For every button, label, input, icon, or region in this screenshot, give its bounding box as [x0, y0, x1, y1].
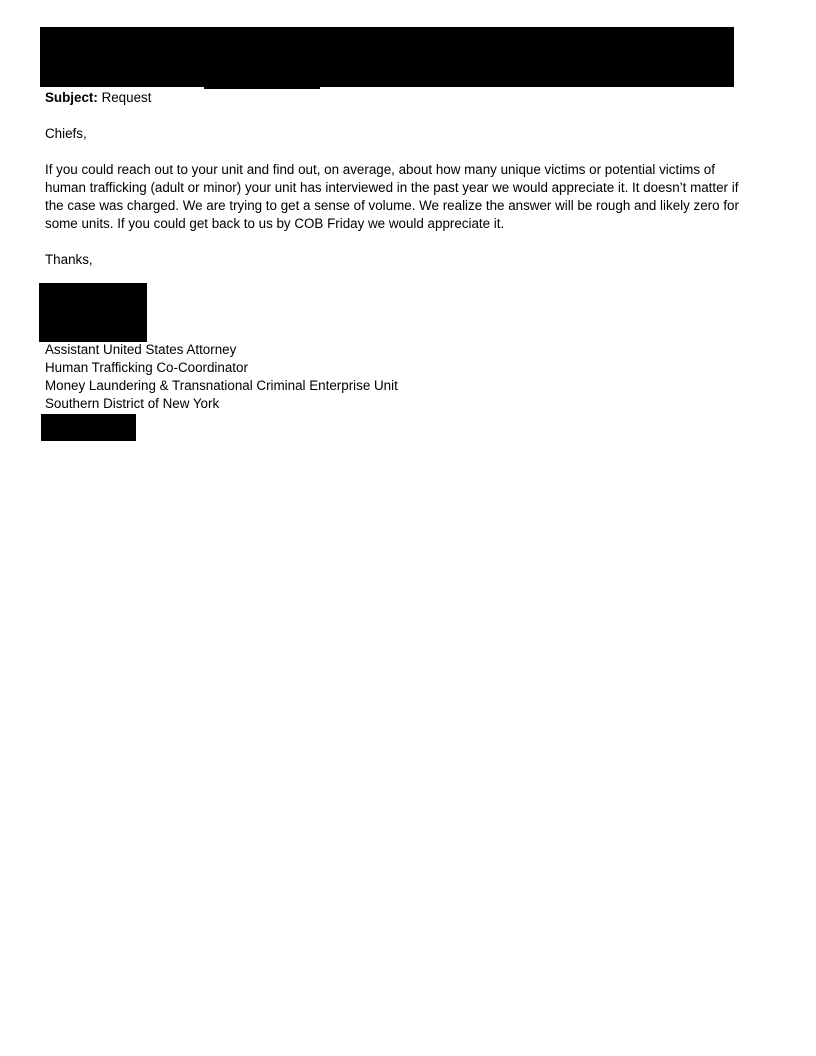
salutation: Chiefs, — [45, 126, 87, 141]
subject-value: Request — [101, 90, 152, 105]
body-paragraph — [45, 161, 775, 233]
subject-label: Subject: — [45, 90, 98, 105]
body-line: the case was charged. We are trying to get a sense of volume. We realize the answer will be rough and likely zero for — [45, 198, 739, 213]
body-line: human trafficking (adult or minor) your unit has interviewed in the past year we would appreciate it. It doesn’t matter if — [45, 180, 739, 195]
header-redaction-tab — [204, 80, 320, 89]
header-redaction — [40, 27, 734, 87]
body-line: If you could reach out to your unit and find out, on average, about how many unique victims or potential victims of — [45, 162, 715, 177]
signature-title: Assistant United States Attorney — [45, 342, 237, 357]
signature-name-redaction — [39, 283, 147, 342]
contact-redaction — [41, 414, 136, 441]
signature-office: Southern District of New York — [45, 396, 220, 411]
body-line: some units. If you could get back to us by COB Friday we would appreciate it. — [45, 216, 505, 231]
signature-unit: Money Laundering & Transnational Criminal Enterprise Unit — [45, 378, 398, 393]
subject-line — [45, 89, 151, 107]
signature-role: Human Trafficking Co-Coordinator — [45, 360, 248, 375]
signature-block — [45, 341, 398, 413]
closing: Thanks, — [45, 252, 93, 267]
